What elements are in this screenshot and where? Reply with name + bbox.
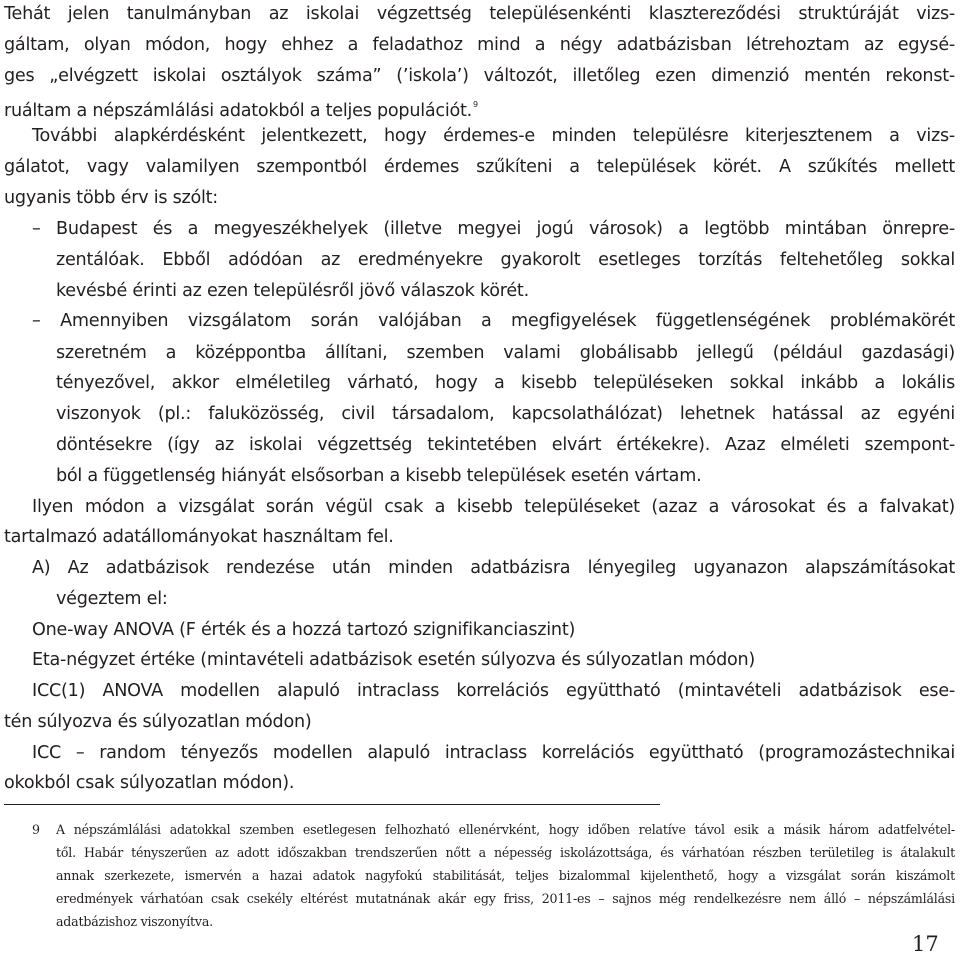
- body-line: tén súlyozva és súlyozatlan módon): [4, 712, 312, 732]
- body-line: A) Az adatbázisok rendezése után minden adatbázisra lényegileg ugyanazon alapszámításokat: [32, 558, 955, 578]
- footnote-line: annak szerkezete, ismervén a hazai adatok nagyfokú stabilitását, teljes bizalommal kijelenthető, hogy a vizsgálat során kiszámolt: [56, 868, 955, 883]
- body-line: Eta-négyzet értéke (mintavételi adatbázisok esetén súlyozva és súlyozatlan módon): [32, 650, 756, 670]
- list-item-line: – Amennyiben vizsgálatom során valójában a megfigyelések függetlenségének problémakörét: [32, 311, 955, 331]
- body-line: Tehát jelen tanulmányban az iskolai végzettség településenkénti klasztereződési struktúráját vizs-: [4, 4, 955, 24]
- page-number: 17: [912, 932, 939, 956]
- body-line: ICC – random tényezős modellen alapuló intraclass korrelációs együttható (programozástechnikai: [32, 743, 955, 763]
- body-line: okokból csak súlyozatlan módon).: [4, 773, 295, 793]
- list-item-line: – Budapest és a megyeszékhelyek (illetve megyei jogú városok) a legtöbb mintában önrepre-: [32, 219, 955, 239]
- list-item-line: viszonyok (pl.: faluközösség, civil társadalom, kapcsolathálózat) lehetnek hatással az egyéni: [56, 404, 955, 424]
- footnote-line: eredmények várhatóan csak csekély eltérést mutatnának akár egy friss, 2011-es – sajnos még rendelkezésre nem álló – népszámlálási: [56, 891, 955, 906]
- body-line: ges „elvégzett iskolai osztályok száma” (’iskola’) változót, illetőleg ezen dimenzió mentén rekonst-: [4, 66, 955, 86]
- body-line: One-way ANOVA (F érték és a hozzá tartozó szignifikanciaszint): [32, 620, 576, 640]
- body-line-text: ruáltam a népszámlálási adatokból a teljes populációt.: [4, 100, 472, 121]
- list-item-line: szeretném a középpontba állítani, szemben valami globálisabb jellegű (például gazdasági): [56, 343, 955, 363]
- list-item-line: tényezővel, akkor elméletileg várható, hogy a kisebb településeken sokkal inkább a lokális: [56, 373, 955, 393]
- list-item-line: kevésbé érinti az ezen településről jövő válaszok körét.: [56, 281, 529, 301]
- body-line: További alapkérdésként jelentkezett, hogy érdemes-e minden településre kiterjesztenem a vizs-: [32, 126, 955, 146]
- body-line: tartalmazó adatállományokat használtam fel.: [4, 527, 394, 547]
- footnote-line: től. Habár tényszerűen az adott időszakban trendszerűen nőtt a népesség iskolázottsága, és várhatóan részben területileg is átalakult: [56, 845, 955, 860]
- body-line: ICC(1) ANOVA modellen alapuló intraclass korrelációs együttható (mintavételi adatbázisok ese-: [32, 681, 955, 701]
- list-item-line: zentálóak. Ebből adódóan az eredményekre gyakorolt esetleges torzítás feltehetőleg sokkal: [56, 250, 955, 270]
- body-line: Ilyen módon a vizsgálat során végül csak a kisebb településeket (azaz a városokat és a falvakat): [32, 497, 955, 517]
- list-item-line: ból a függetlenség hiányát elsősorban a kisebb települések esetén vártam.: [56, 466, 702, 486]
- footnote-reference[interactable]: 9: [472, 100, 478, 109]
- body-line: végeztem el:: [56, 589, 168, 609]
- footnote-number: 9: [32, 822, 40, 837]
- body-line: gálatot, vagy valamilyen szempontból érdemes szűkíteni a települések körét. A szűkítés mellett: [4, 157, 955, 177]
- body-line: gáltam, olyan módon, hogy ehhez a feladathoz mind a négy adatbázisban létrehoztam az egysé-: [4, 35, 955, 55]
- footnote-divider: [4, 804, 660, 805]
- body-line: ugyanis több érv is szólt:: [4, 188, 218, 208]
- footnote-line: A népszámlálási adatokkal szemben esetlegesen felhozható ellenérvként, hogy időben relatíve távol esik a másik három adatfelvétel-: [56, 822, 955, 837]
- list-item-line: döntésekre (így az iskolai végzettség tekintetében elvárt értékekre). Azaz elméleti szempont-: [56, 435, 955, 455]
- footnote-line: adatbázishoz viszonyítva.: [56, 914, 213, 929]
